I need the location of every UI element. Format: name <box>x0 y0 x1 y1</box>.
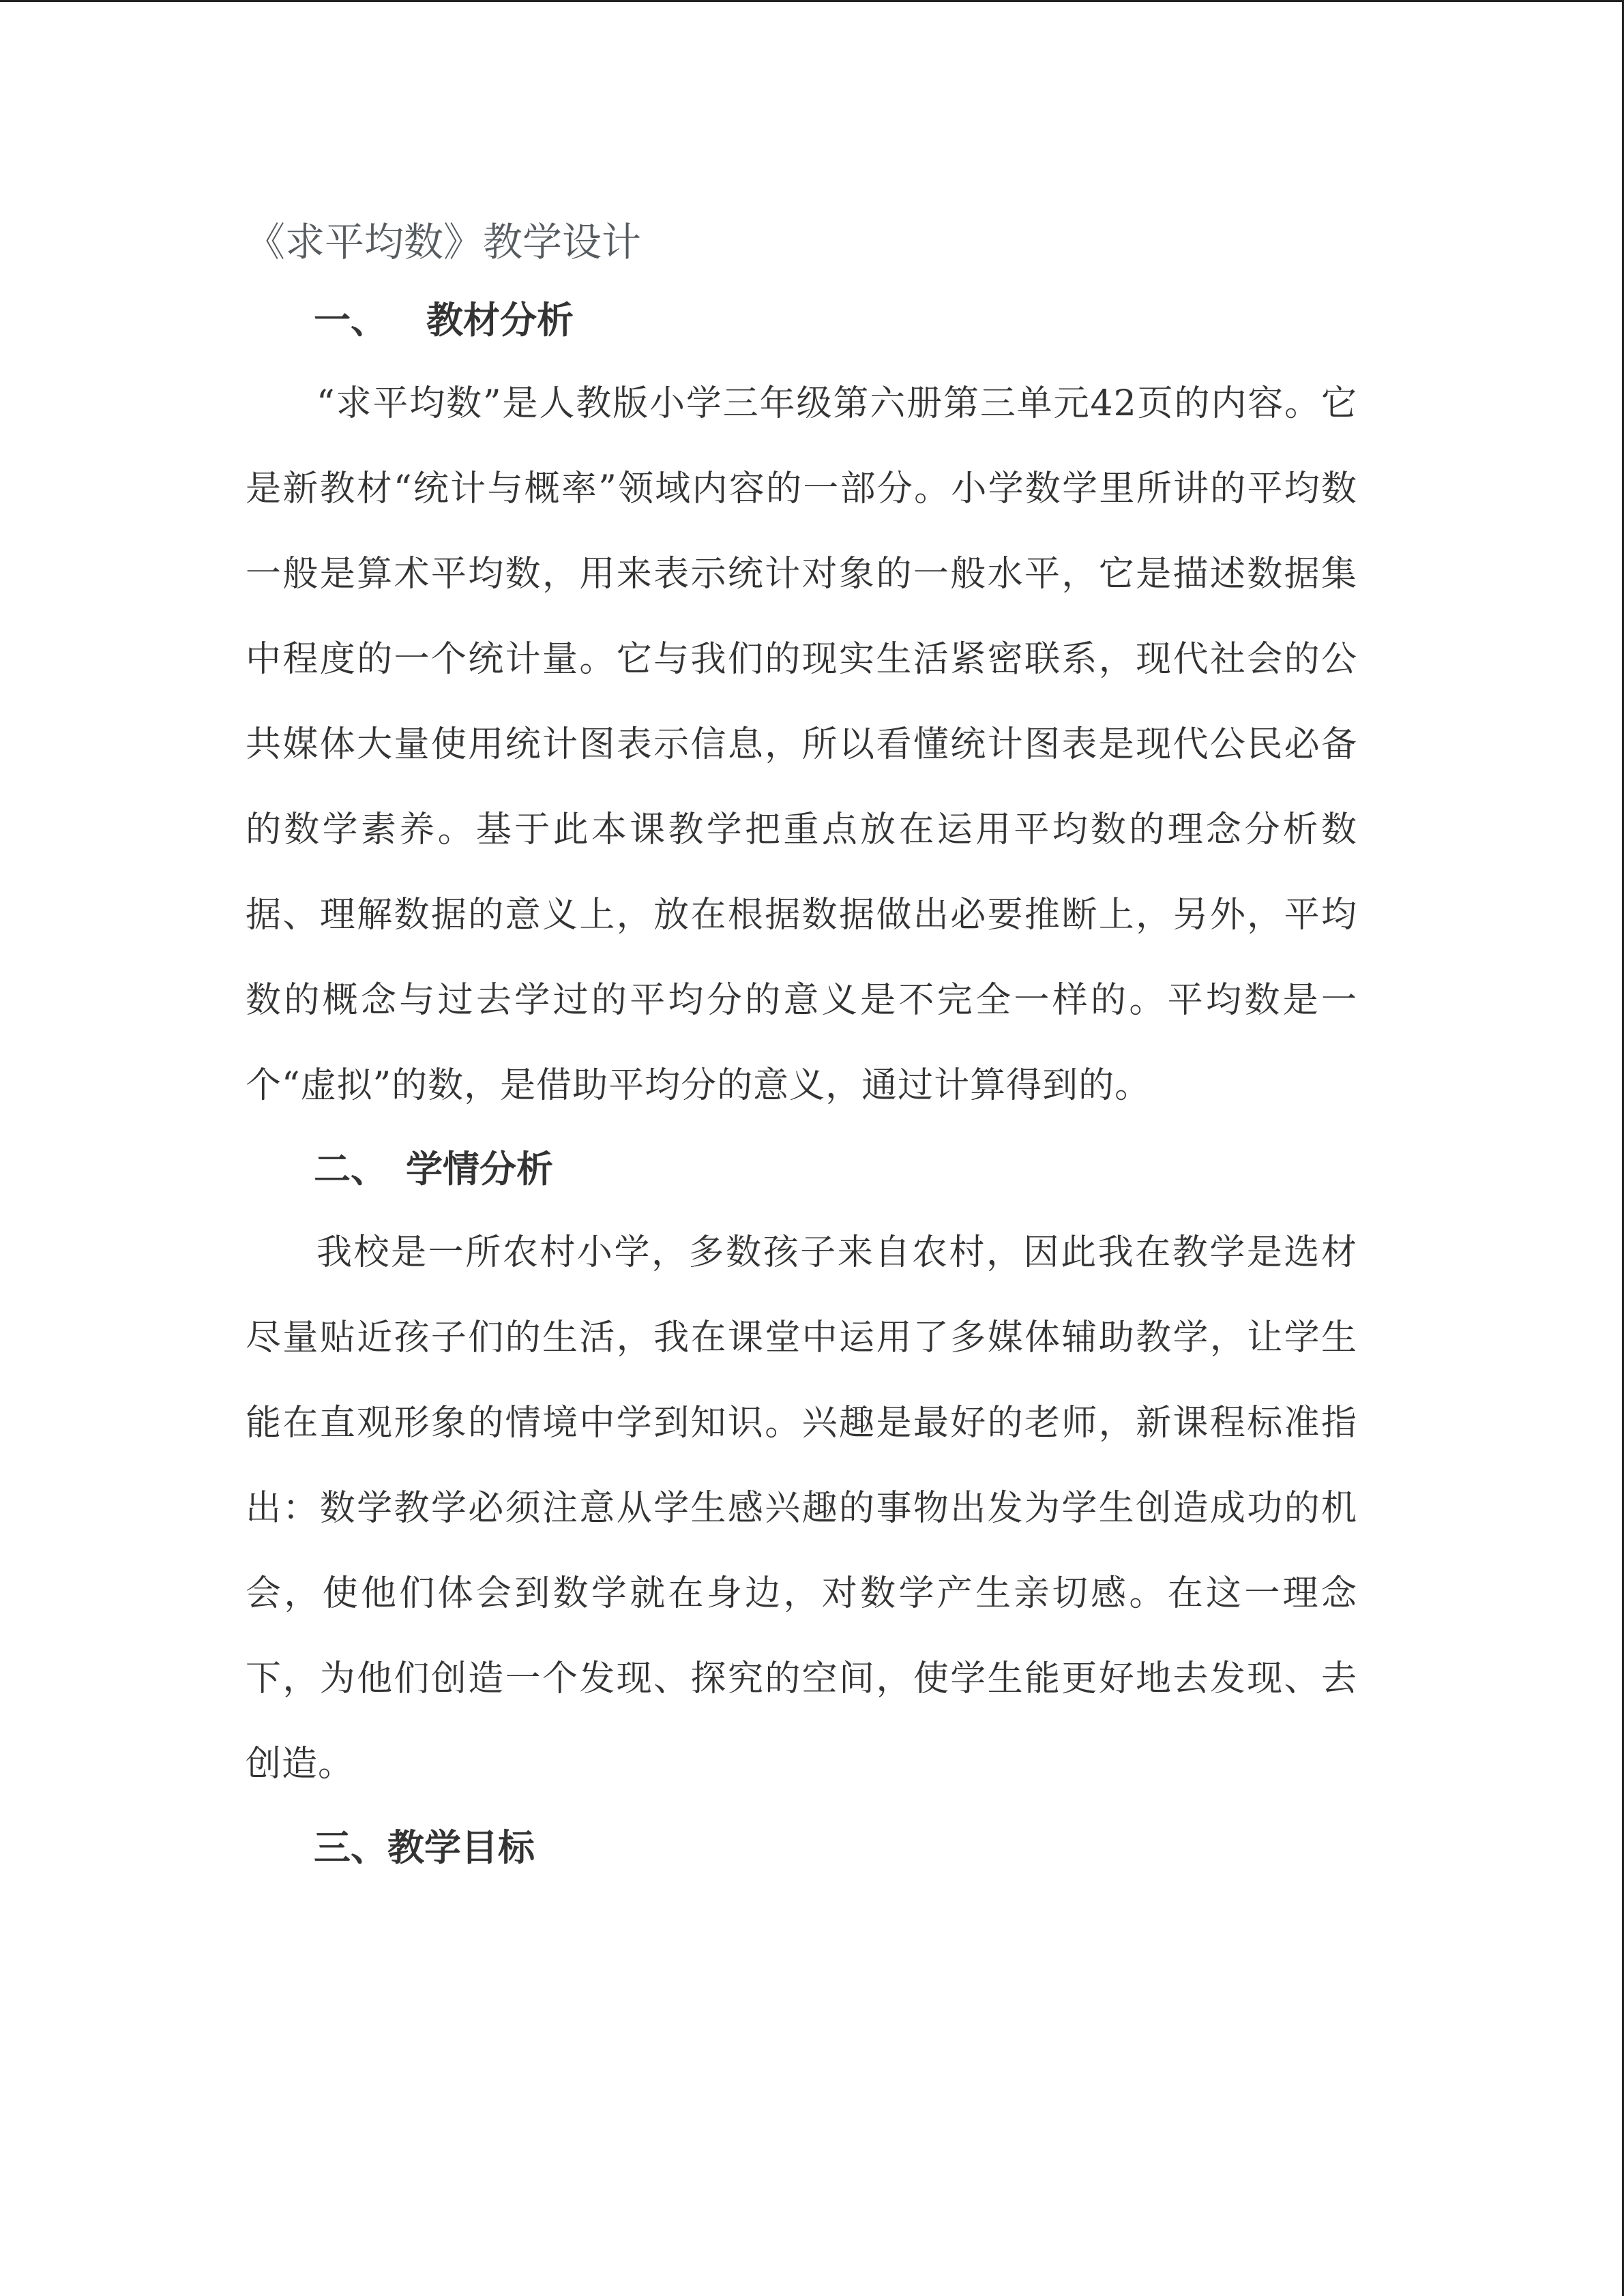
section-title: 学情分析 <box>406 1148 553 1191</box>
document-title: 《求平均数》教学设计 <box>246 219 642 265</box>
section-title: 教学目标 <box>387 1826 535 1869</box>
page-border-top <box>0 0 1624 2</box>
section-heading-textbook-analysis <box>246 280 1357 361</box>
section-number: 一、 <box>314 299 387 342</box>
section-title: 教材分析 <box>426 299 574 342</box>
section-number: 三、 <box>314 1826 387 1869</box>
document-page <box>246 205 1357 1889</box>
paragraph-learner-analysis: 我校是一所农村小学，多数孩子来自农村，因此我在教学是选材尽量贴近孩子们的生活，我在课堂中运用了多媒体辅助教学，让学生能在直观形象的情境中学到知识。兴趣是最好的老师，新课程标准指出：数学教学必须注意从学生感兴趣的事物出发为学生创造成功的机会，使他们体会到数学就在身边，对数学产生亲切感。在这一理念下，为他们创造一个发现、探究的空间，使学生能更好地去发现、去创造。 <box>246 1232 1357 1785</box>
section-heading-learner-analysis <box>246 1129 1357 1210</box>
section-heading-teaching-goals <box>246 1807 1357 1889</box>
paragraph-textbook-analysis: “求平均数”是人教版小学三年级第六册第三单元42页的内容。它是新教材“统计与概率”领域内容的一部分。小学数学里所讲的平均数一般是算术平均数，用来表示统计对象的一般水平，它是描述数据集中程度的一个统计量。它与我们的现实生活紧密联系，现代社会的公共媒体大量使用统计图表示信息，所以看懂统计图表是现代公民必备的数学素养。基于此本课教学把重点放在运用平均数的理念分析数据、理解数据的意义上，放在根据数据做出必要推断上，另外，平均数的概念与过去学过的平均分的意义是不完全一样的。平均数是一个“虚拟”的数，是借助平均分的意义，通过计算得到的。 <box>246 383 1357 1106</box>
section-number: 二、 <box>314 1148 387 1191</box>
